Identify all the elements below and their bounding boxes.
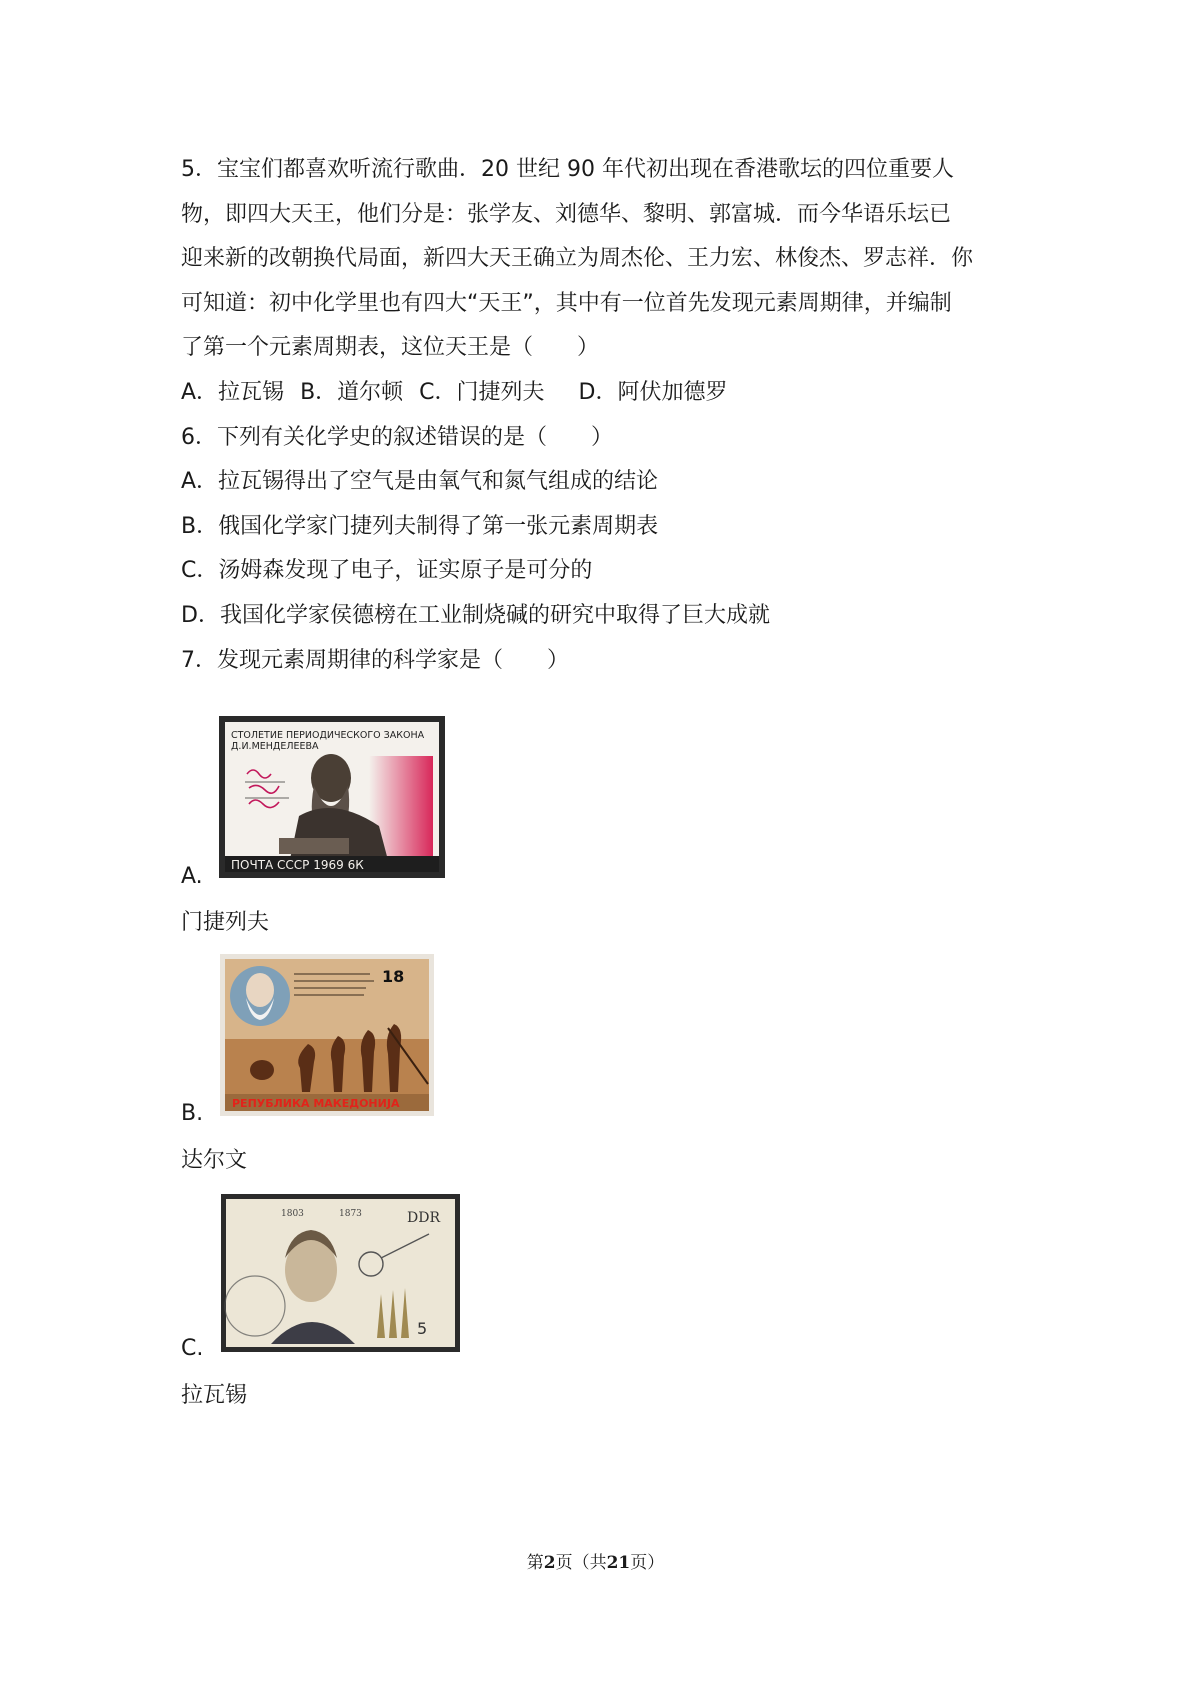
q7-option-b-caption: 达尔文 xyxy=(181,1148,248,1173)
footer-prefix: 第 xyxy=(526,1553,544,1573)
ddr-stamp-image xyxy=(221,1194,460,1352)
stamp-c-years-left: 1803 xyxy=(281,1209,304,1219)
q6-option-d: D．我国化学家侯德榜在工业制烧碱的研究中取得了巨大成就 xyxy=(181,603,770,628)
stamp-b-value: 18 xyxy=(382,967,405,986)
q7-option-c-letter: C. xyxy=(181,1336,204,1361)
q6-option-a: A．拉瓦锡得出了空气是由氧气和氮气组成的结论 xyxy=(181,469,659,494)
q5-stem-line-5: 了第一个元素周期表，这位天王是（ ） xyxy=(181,335,600,360)
q5-options xyxy=(181,379,727,407)
stamp-b-text-bottom: РЕПУБЛИКА МАКЕДОНИЈА xyxy=(232,1097,400,1110)
q7-option-b-letter: B. xyxy=(181,1101,204,1126)
q7-option-c-caption: 拉瓦锡 xyxy=(181,1383,248,1408)
footer-page-number: 2 xyxy=(543,1553,556,1573)
q7-option-a-caption: 门捷列夫 xyxy=(181,910,270,935)
stamp-a-text-top1: СТОЛЕТИЕ ПЕРИОДИЧЕСКОГО ЗАКОНА xyxy=(231,730,425,741)
q6-option-c: C．汤姆森发现了电子，证实原子是可分的 xyxy=(181,558,593,583)
q5-stem-line-3: 迎来新的改朝换代局面，新四大天王确立为周杰伦、王力宏、林俊杰、罗志祥．你 xyxy=(181,246,974,271)
q5-stem-line-1: 5．宝宝们都喜欢听流行歌曲．20 世纪 90 年代初出现在香港歌坛的四位重要人 xyxy=(181,157,954,182)
q6-option-b: B．俄国化学家门捷列夫制得了第一张元素周期表 xyxy=(181,514,659,539)
footer-total-pages: 21 xyxy=(606,1553,631,1573)
q5-stem-line-4: 可知道：初中化学里也有四大“天王”，其中有一位首先发现元素周期律，并编制 xyxy=(181,291,952,316)
stamp-c-years-right: 1873 xyxy=(339,1209,362,1219)
q6-stem: 6．下列有关化学史的叙述错误的是（ ） xyxy=(181,425,613,450)
q7-option-a-letter: A. xyxy=(181,864,203,889)
darwin-stamp-image xyxy=(220,954,434,1116)
page-footer xyxy=(0,1548,1191,1573)
footer-suffix: 页） xyxy=(630,1553,665,1573)
stamp-a-text-bottom: ПОЧТА СССР 1969 6К xyxy=(231,858,364,872)
q7-stem: 7．发现元素周期律的科学家是（ ） xyxy=(181,648,569,673)
q5-option-d: D．阿伏加德罗 xyxy=(578,380,728,405)
stamp-c-country: DDR xyxy=(407,1210,440,1226)
q5-option-b: B．道尔顿 xyxy=(300,380,404,405)
q5-option-a: A．拉瓦锡 xyxy=(181,380,285,405)
q5-option-c: C．门捷列夫 xyxy=(419,380,545,405)
footer-mid: 页（共 xyxy=(555,1553,607,1573)
q5-stem-line-2: 物，即四大天王，他们分是：张学友、刘德华、黎明、郭富城．而今华语乐坛已 xyxy=(181,202,952,227)
mendeleev-stamp-image xyxy=(219,716,445,878)
stamp-c-value: 5 xyxy=(417,1319,428,1338)
stamp-a-text-top2: Д.И.МЕНДЕЛЕЕВА xyxy=(231,741,319,752)
